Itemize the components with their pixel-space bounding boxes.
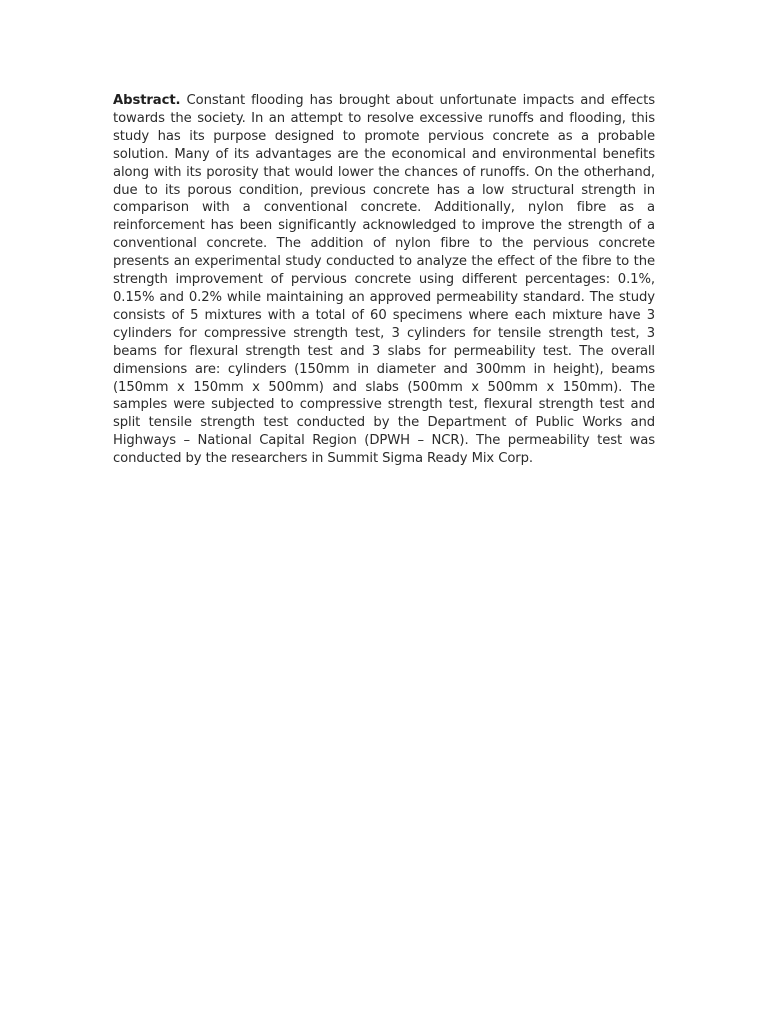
- abstract-label: Abstract.: [113, 93, 181, 108]
- abstract-body: Constant flooding has brought about unfortunate impacts and effects towards the society. In an attempt to resolve excessive runoffs and flooding, this study has its purpose designed to promote pervious concrete as a probable solution. Many of its advantages are the economical and environmental benefits along with its porosity that would lower the chances of runoffs. On the otherhand, due to its porous condition, previous concrete has a low structural strength in comparison with a conventional concrete. Additionally, nylon fibre as a reinforcement has been significantly acknowledged to improve the strength of a conventional concrete. The addition of nylon fibre to the pervious concrete presents an experimental study conducted to analyze the effect of the fibre to the strength improvement of pervious concrete using different percentages: 0.1%, 0.15% and 0.2% while maintaining an approved permeability standard. The study consists of 5 mixtures with a total of 60 specimens where each mixture have 3 cylinders for compressive strength test, 3 cylinders for tensile strength test, 3 beams for flexural strength test and 3 slabs for permeability test. The overall dimensions are: cylinders (150mm in diameter and 300mm in height), beams (150mm x 150mm x 500mm) and slabs (500mm x 500mm x 150mm). The samples were subjected to compressive strength test, flexural strength test and split tensile strength test conducted by the Department of Public Works and Highways – National Capital Region (DPWH – NCR). The permeability test was conducted by the researchers in Summit Sigma Ready Mix Corp.: [113, 93, 655, 467]
- abstract-paragraph: [113, 92, 655, 468]
